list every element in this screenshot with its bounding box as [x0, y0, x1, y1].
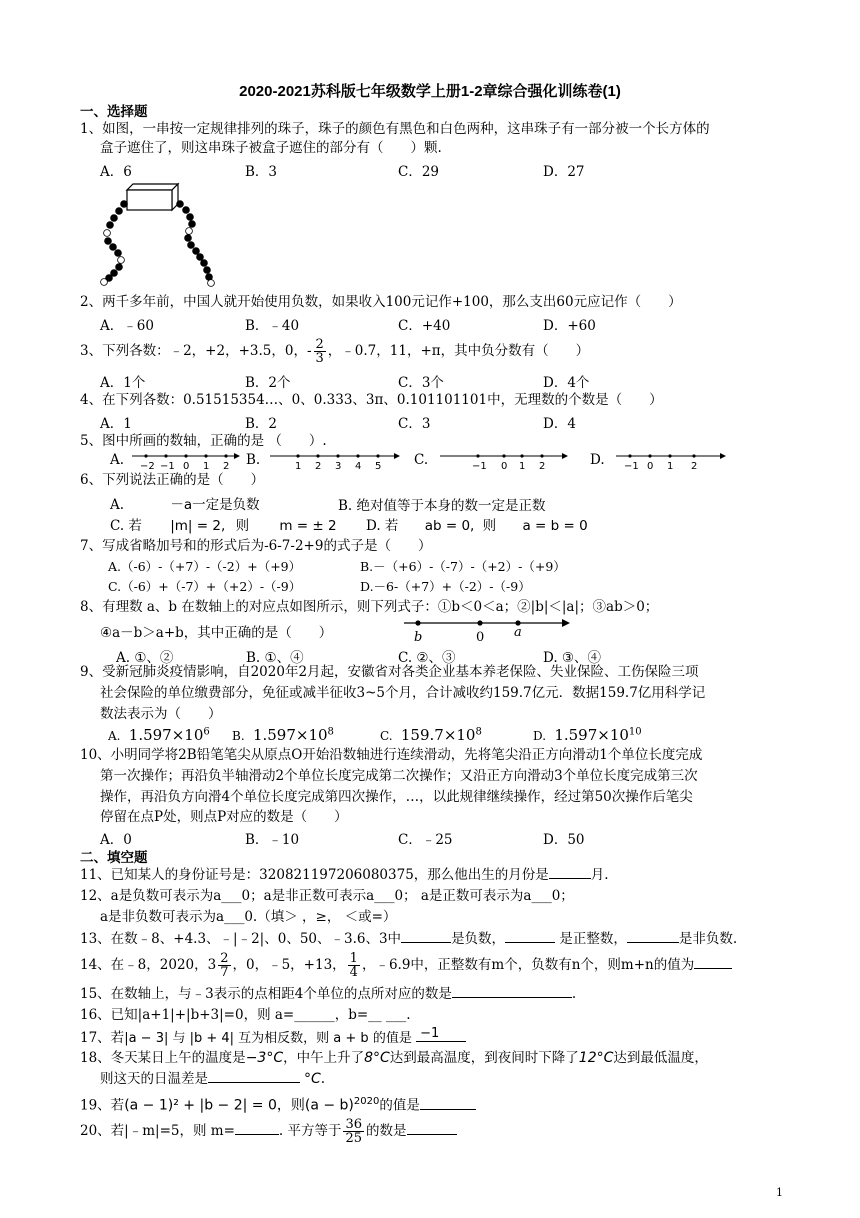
q13-a: 13、在数﹣8、+4.3、﹣|﹣2|、0、50、﹣3.6、3中	[80, 931, 402, 947]
q14-frac2-num: 1	[349, 951, 358, 966]
q5-text: 5、图中所画的数轴，正确的是 （ ）.	[80, 433, 327, 449]
q9-option-c-exp: 8	[475, 726, 482, 738]
q2-option-c: C．+40	[398, 318, 451, 334]
q18-text-d: 达到最低温度，	[613, 1050, 708, 1066]
axis-c-label-3: 2	[539, 461, 546, 472]
axis-c-label-0: −1	[472, 461, 487, 472]
q4-option-c: C．3	[398, 416, 431, 432]
bead	[111, 215, 118, 222]
q6-option-c-math2: m = ± 2	[279, 518, 337, 534]
axis-b-label-4: 5	[375, 461, 382, 472]
q6-option-a-text: 一定是负数	[192, 497, 260, 513]
q18-text-b: ，中午上升了	[283, 1050, 365, 1066]
q19-exponent: 2020	[353, 1096, 380, 1107]
q13-blank-1[interactable]	[401, 928, 451, 943]
axis-c-label-2: 1	[519, 461, 526, 472]
page-title: 2020-2021苏科版七年级数学上册1-2章综合强化训练卷(1)	[239, 83, 621, 100]
bead	[201, 260, 208, 267]
q12-line1: 12、a是负数可表示为a___0；a是非正数可表示a___0； a是正数可表示为a___0；	[80, 888, 574, 904]
q6-option-b: B. 绝对值等于本身的数一定是正数	[338, 498, 546, 514]
q20-post: 的数是	[366, 1123, 407, 1139]
bead	[186, 228, 193, 235]
q9-option-d-label: D.	[533, 729, 547, 743]
q20-mid: . 平方等于	[278, 1123, 342, 1139]
axis-a-label-0: −2	[140, 461, 155, 472]
q4-option-b: B．2	[245, 416, 278, 432]
q20-text	[80, 1115, 780, 1147]
q13-d: 是非负数.	[678, 931, 738, 947]
axis-d-label-3: 2	[691, 461, 698, 472]
q1-line2: 盒子遮住了，则这串珠子被盒子遮住的部分有（ ）颗.	[100, 140, 442, 156]
q1-option-d: D．27	[543, 164, 585, 180]
q18-text-c: 达到最高温度，到夜间时下降了	[389, 1050, 579, 1066]
section-fill: 二、填空题	[80, 850, 148, 865]
q17-answer: −1	[420, 1026, 440, 1041]
q11-pre: 11、已知某人的身份证号是：320821197206080375，那么他出生的月份是	[80, 867, 549, 883]
q8-option-c: C. ②、③	[398, 650, 456, 666]
q11-text	[80, 864, 780, 886]
q14-frac1-num: 2	[220, 951, 229, 966]
q2-option-a: A．﹣60	[100, 318, 154, 334]
q1-option-c: C．29	[398, 164, 440, 180]
q20-frac-num: 36	[345, 1117, 363, 1132]
q14-frac2-den: 4	[349, 965, 358, 980]
bead	[204, 267, 211, 274]
bead	[115, 250, 122, 257]
q18-temp-1: −3°C	[245, 1050, 284, 1066]
q14-text	[80, 950, 800, 980]
q3-fraction	[314, 338, 326, 365]
q9-line1: 9、受新冠肺炎疫情影响，自2020年2月起，安徽省对各类企业基本养老保险、失业保险、工伤保险三项	[80, 664, 699, 680]
q9-option-a-mantissa: 1.597×10	[128, 726, 204, 744]
q18-end: .	[320, 1071, 326, 1087]
q11-post: 月.	[590, 867, 609, 883]
bead	[208, 280, 215, 287]
q1-line1: 1、如图，一串按一定规律排列的珠子，珠子的颜色有黑色和白色两种，这串珠子有一部分被一个长方体的	[80, 121, 710, 137]
q17-pre: 17、若	[80, 1030, 125, 1046]
q9-option-a-exp: 6	[203, 726, 210, 738]
q9-option-b-mantissa: 1.597×10	[252, 726, 328, 744]
q5-option-b: B.	[246, 452, 261, 468]
q8-axis-label-0: 0	[476, 630, 485, 645]
q6-option-c-mid: 则	[235, 518, 250, 534]
bead	[187, 214, 194, 221]
q9-option-c-label: C.	[380, 729, 393, 743]
q16-text: 16、已知|a+1|+|b+3|=0，则 a=______，b=__ ___.	[80, 1007, 411, 1023]
q3-pre: 3、下列各数：﹣2，+2，+3.5，0，-	[80, 343, 312, 359]
axis-a-label-2: 0	[183, 461, 190, 472]
q13-blank-2[interactable]	[505, 928, 555, 943]
q9-line2: 社会保险的单位缴费部分，免征或减半征收3~5个月，合计减收约159.7亿元．数据159.7亿用科学记	[100, 685, 706, 701]
q10-option-a: A．0	[100, 832, 132, 848]
q13-blank-3[interactable]	[627, 928, 679, 943]
q8-option-d: D. ③、④	[543, 650, 602, 666]
axis-a-label-4: 2	[223, 461, 230, 472]
q9-option-b-label: B.	[232, 729, 245, 743]
q3-option-c: C．3个	[398, 375, 444, 391]
bead	[101, 279, 108, 286]
bead-string-figure	[100, 180, 225, 285]
q17-answer-blank[interactable]	[416, 1025, 466, 1042]
q10-option-d: D．50	[543, 832, 585, 848]
axis-d-label-1: 0	[647, 461, 654, 472]
q20-frac-den: 25	[345, 1131, 363, 1146]
q7-option-a: A.（-6）-（+7）-（-2）+（+9）	[108, 559, 302, 574]
q9-option-d-exp: 10	[628, 726, 642, 738]
q10-line2: 第一次操作；再沿负半轴滑动2个单位长度完成第二次操作；又沿正方向滑动3个单位长度完成第三次	[100, 768, 698, 784]
q13-b: 是负数，	[451, 931, 506, 947]
bead	[197, 254, 204, 261]
q1-option-a: A．6	[100, 164, 132, 180]
bead	[116, 208, 123, 215]
q14-post: ，﹣6.9中，正整数有m个，负数有n个，则m+n的值为	[361, 957, 695, 973]
q6-option-a-math: －a	[170, 497, 193, 513]
q18-temp-3: 12°C	[578, 1050, 614, 1066]
q18-blank[interactable]	[208, 1068, 300, 1083]
q5-option-c: C.	[414, 452, 429, 468]
q19-post: 的值是	[379, 1097, 420, 1114]
q15-blank[interactable]	[452, 983, 572, 998]
q13-text	[80, 928, 800, 950]
q19-text	[80, 1091, 780, 1117]
q15-end: .	[571, 986, 577, 1002]
q1-option-b: B．3	[245, 164, 278, 180]
q3-frac-num: 2	[315, 337, 324, 352]
q7-option-b: B.－（+6）-（-7）-（+2）-（+9）	[360, 559, 566, 574]
q19-pre: 19、若	[80, 1097, 125, 1114]
q20-blank-2[interactable]	[407, 1120, 457, 1135]
q12-line2: a是非负数可表示为a___0.（填＞ ，≥， ＜或=）	[100, 909, 397, 925]
q9-option-b-exp: 8	[327, 726, 334, 738]
q6-option-d-math1: ab = 0,	[424, 518, 475, 534]
q6-option-c	[110, 514, 337, 534]
q8-option-a: A. ①、②	[116, 650, 174, 666]
q2-option-d: D．+60	[543, 318, 596, 334]
q3-option-a: A．1个	[100, 375, 146, 391]
q10-line1: 10、小明同学将2B铅笔笔尖从原点O开始沿数轴进行连续滑动，先将笔尖沿正方向滑动1个单位长度完成	[80, 747, 703, 763]
axis-c-label-1: 0	[501, 461, 508, 472]
q7-text: 7、写成省略加号和的形式后为-6-7-2+9的式子是（ ）	[80, 538, 432, 554]
bead	[118, 257, 125, 264]
q9-option-a-label: A.	[108, 729, 121, 743]
q14-mid: ，0，﹣5，+13，	[232, 957, 346, 973]
q9-option-b	[232, 726, 334, 744]
bead	[185, 235, 192, 242]
axis-a-label-1: −1	[160, 461, 175, 472]
q8-line1: 8、有理数 a、b 在数轴上的对应点如图所示，则下列式子：①b＜0＜a；②|b|＜|a|；③ab＞0；	[80, 599, 659, 615]
q7-option-c: C.（-6）+（-7）+（+2）-（-9）	[108, 579, 302, 594]
q3-option-b: B．2个	[245, 375, 291, 391]
q2-option-b: B．﹣40	[245, 318, 300, 334]
q8-axis-label-a: a	[514, 625, 522, 640]
q3-post: ，﹣0.7，11，+π，其中负分数有（ ）	[327, 343, 590, 359]
q6-option-c-label: C. 若	[110, 518, 142, 534]
q18-line2-text: 则这天的日温差是	[100, 1071, 208, 1087]
axis-b-label-2: 3	[335, 461, 342, 472]
q18-line2	[100, 1068, 780, 1090]
bead	[107, 222, 114, 229]
q6-option-d-label: D. 若	[366, 518, 399, 534]
bead	[193, 248, 200, 255]
q7-option-d: D.－6-（+7）+（-2）-（-9）	[360, 579, 531, 594]
q6-option-d-mid: 则	[482, 518, 497, 534]
q10-line3: 操作，再沿负方向滑4个单位长度完成第四次操作，…，以此规律继续操作，经过第50次操作后笔尖	[100, 789, 693, 805]
q20-pre: 20、若|﹣m|=5，则 m=	[80, 1123, 235, 1139]
q18-temp-2: 8°C	[364, 1050, 390, 1066]
q10-line4: 停留在点P处，则点P对应的数是（ ）	[100, 809, 348, 825]
q13-c: 是正整数，	[555, 931, 627, 947]
q14-fraction-2	[348, 952, 360, 979]
q15-prompt: 15、在数轴上，与﹣3表示的点相距4个单位的点所对应的数是	[80, 986, 452, 1002]
axis-d-label-2: 1	[667, 461, 674, 472]
q18-text-a: 18、冬天某日上午的温度是	[80, 1050, 246, 1066]
bead	[121, 201, 128, 208]
q14-pre: 14、在﹣8，2020，3	[80, 957, 217, 973]
axis-b-label-1: 2	[315, 461, 322, 472]
bead	[177, 201, 184, 208]
q6-option-c-math1: |m| = 2,	[170, 518, 226, 534]
q6-option-a	[110, 493, 260, 513]
q8-axis-label-b: b	[414, 630, 423, 645]
q10-option-c: C．﹣25	[398, 832, 453, 848]
q9-option-c-mantissa: 159.7×10	[400, 726, 476, 744]
axis-b-label-3: 4	[355, 461, 362, 472]
q4-option-d: D．4	[543, 416, 576, 432]
q20-fraction	[343, 1118, 364, 1145]
q3-option-d: D．4个	[543, 375, 590, 391]
q8-line2: ④a－b＞a+b，其中正确的是（ ）	[100, 625, 333, 641]
q9-option-d-mantissa: 1.597×10	[554, 726, 629, 744]
axis-d-label-0: −1	[624, 461, 639, 472]
q19-blank[interactable]	[420, 1095, 476, 1110]
bead	[188, 242, 195, 249]
q4-option-a: A．1	[100, 416, 132, 432]
q5-option-a: A.	[110, 452, 125, 468]
bead	[116, 264, 123, 271]
q19-math: (a − 1)² + |b − 2| = 0，则(a − b)	[124, 1097, 354, 1114]
axis-b-label-0: 1	[295, 461, 302, 472]
bead	[189, 221, 196, 228]
q15-text	[80, 983, 780, 1005]
axis-a-label-3: 1	[203, 461, 210, 472]
q14-frac1-den: 7	[220, 965, 229, 980]
section-choice: 一、选择题	[80, 104, 148, 119]
q9-line3: 数法表示为（ ）	[100, 706, 222, 722]
q9-option-c	[380, 726, 482, 744]
q3-text	[80, 338, 780, 365]
q6-option-d	[366, 514, 588, 534]
q8-number-line	[402, 614, 574, 644]
q4-text: 4、在下列各数：0.51515354…、0、0.333、3π、0.101101101中，无理数的个数是（ ）	[80, 392, 663, 408]
q14-blank[interactable]	[694, 954, 732, 969]
q17-math: |a − 3| 与 |b + 4| 互为相反数，则 a + b 的值是	[124, 1031, 412, 1046]
q3-frac-den: 3	[315, 351, 324, 366]
q5-option-d: D.	[590, 452, 605, 468]
q14-fraction-1	[218, 952, 230, 979]
q6-text: 6、下列说法正确的是（ ）	[80, 472, 265, 488]
q20-blank-1[interactable]	[235, 1120, 279, 1135]
q11-blank[interactable]	[549, 864, 591, 879]
bead	[110, 244, 117, 251]
bead	[104, 230, 111, 237]
q18-unit: °C	[304, 1071, 321, 1087]
q6-option-a-label: A.	[110, 497, 125, 513]
q9-option-a	[108, 726, 210, 744]
q8-option-b: B. ①、④	[246, 650, 304, 666]
bead	[183, 207, 190, 214]
q9-option-d	[533, 726, 642, 744]
q6-option-d-math2: a = b = 0	[522, 518, 588, 534]
bead	[105, 238, 112, 245]
page-number: 1	[776, 1186, 783, 1199]
q10-option-b: B．﹣10	[245, 832, 300, 848]
q18-line1	[80, 1047, 800, 1069]
q2-text: 2、两千多年前，中国人就开始使用负数，如果收入100元记作+100，那么支出60元应记作（ ）	[80, 294, 682, 310]
